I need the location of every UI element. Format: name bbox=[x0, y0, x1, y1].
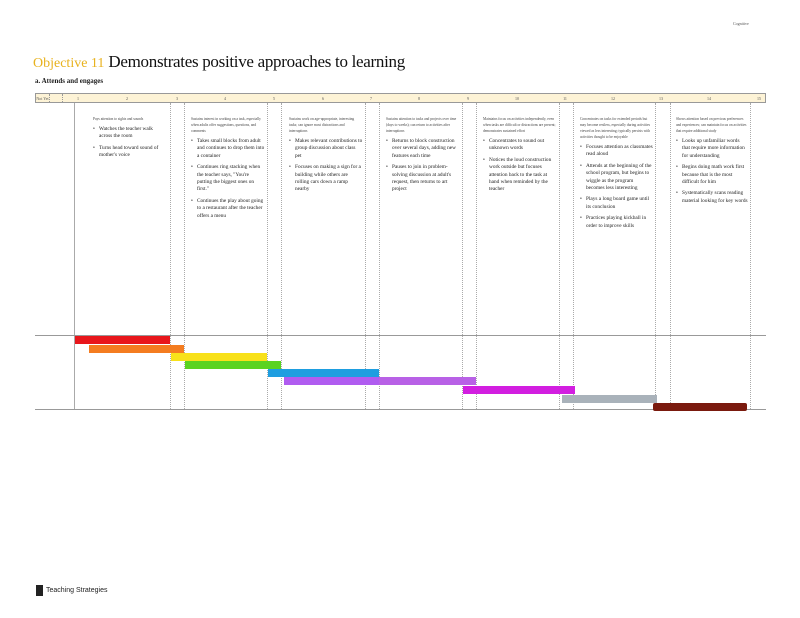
color-band-yellow bbox=[171, 353, 267, 361]
indicator-column-8 bbox=[386, 116, 460, 198]
example-list bbox=[580, 144, 653, 230]
header-level-11: 11 bbox=[563, 96, 567, 101]
header-level-8: 8 bbox=[418, 96, 420, 101]
color-band-blue bbox=[268, 369, 379, 377]
header-level-12: 12 bbox=[611, 96, 615, 101]
indicator-description: Pays attention to sights and sounds bbox=[93, 117, 144, 121]
logo-mark-icon bbox=[36, 585, 43, 596]
color-band-magenta bbox=[463, 386, 575, 394]
example-list bbox=[289, 138, 363, 194]
indicator-column-4 bbox=[191, 116, 265, 224]
header-blank bbox=[49, 94, 62, 102]
grid-line bbox=[365, 103, 366, 409]
example-item: • Attends at the beginning of the school program, but begins to wiggle as the program becomes less interesting bbox=[580, 163, 653, 193]
grid-line bbox=[573, 103, 574, 409]
color-band-light-purple bbox=[379, 377, 476, 385]
header-level-5: 5 bbox=[273, 96, 275, 101]
grid-line bbox=[476, 103, 477, 409]
header-level-15: 15 bbox=[757, 96, 761, 101]
header-level-9: 9 bbox=[467, 96, 469, 101]
header-level-4: 4 bbox=[224, 96, 226, 101]
indicator-column-6 bbox=[289, 116, 363, 198]
color-band-green bbox=[185, 361, 281, 369]
logo-text: Teaching Strategies bbox=[46, 586, 108, 594]
dimension-subtitle: a. Attends and engages bbox=[35, 77, 104, 85]
color-band-purple bbox=[284, 377, 379, 385]
grid-line bbox=[170, 103, 171, 409]
example-item: • Focuses attention as classmates read aloud bbox=[580, 144, 653, 159]
example-list bbox=[191, 138, 265, 220]
example-item: • Continues ring stacking when the teacher says, "You're putting the biggest ones on first." bbox=[191, 164, 265, 194]
indicator-column-14 bbox=[676, 116, 748, 209]
example-list bbox=[676, 138, 748, 205]
grid-line bbox=[655, 103, 656, 409]
indicator-description: Maintains focus on activities independently, even when tasks are difficult or distractions are present; demonstrates sustained effort bbox=[483, 117, 556, 133]
header-level-6: 6 bbox=[322, 96, 324, 101]
grid-line bbox=[74, 103, 75, 409]
example-item: • Focuses on making a sign for a building while others are rolling cars down a ramp nearby bbox=[289, 164, 363, 194]
grid-line bbox=[559, 103, 560, 409]
example-item: • Begins doing math work first because that is the most difficult for him bbox=[676, 164, 748, 186]
example-item: • Pauses to join in problem-solving discussion at adult's request, then returns to art project bbox=[386, 164, 460, 194]
header-separator bbox=[49, 94, 50, 102]
objective-title: Demonstrates positive approaches to learning bbox=[108, 52, 405, 71]
publisher-logo bbox=[36, 584, 107, 596]
objective-heading bbox=[33, 52, 405, 72]
example-item: • Looks up unfamiliar words that require more information for understanding bbox=[676, 138, 748, 160]
example-item: • Plays a long board game until its conclusion bbox=[580, 196, 653, 211]
header-level-14: 14 bbox=[707, 96, 711, 101]
indicator-description: Shows attention based on previous preferences and experiences; can maintain focus on activities that require additional study bbox=[676, 117, 747, 133]
header-level-13: 13 bbox=[659, 96, 663, 101]
color-band-maroon bbox=[653, 403, 747, 411]
progression-header bbox=[35, 93, 766, 103]
indicator-description: Concentrates on tasks for extended periods but may become restless, especially during activities viewed as less interesting; typically persists with activities thought to be enjoyable bbox=[580, 117, 651, 139]
grid-line bbox=[750, 103, 751, 409]
example-list bbox=[483, 138, 557, 194]
header-level-10: 10 bbox=[515, 96, 519, 101]
header-level-2: 2 bbox=[126, 96, 128, 101]
example-item: • Returns to block construction over several days, adding new features each time bbox=[386, 138, 460, 160]
example-item: • Makes relevant contributions to group discussion about class pet bbox=[289, 138, 363, 160]
header-level-1: 1 bbox=[77, 96, 79, 101]
example-list bbox=[386, 138, 460, 194]
header-separator bbox=[62, 94, 63, 102]
color-band-orange bbox=[89, 345, 184, 353]
example-item: • Systematically scans reading material looking for key words bbox=[676, 190, 748, 205]
example-item: • Watches the teacher walk across the room bbox=[93, 126, 167, 141]
header-not-yet: Not Yet bbox=[36, 96, 49, 101]
corner-label: Cognitive bbox=[733, 21, 749, 26]
indicator-column-10 bbox=[483, 116, 557, 198]
indicator-description: Sustains interest in working on a task, especially when adults offer suggestions, questions, and comments bbox=[191, 117, 261, 133]
example-item: • Takes small blocks from adult and continues to drop them into a container bbox=[191, 138, 265, 160]
grid-line bbox=[379, 103, 380, 409]
example-item: • Turns head toward sound of mother's voice bbox=[93, 145, 167, 160]
example-item: • Continues the play about going to a restaurant after the teacher offers a menu bbox=[191, 198, 265, 220]
header-level-3: 3 bbox=[176, 96, 178, 101]
objective-number: Objective 11 bbox=[33, 56, 105, 71]
grid-line bbox=[281, 103, 282, 409]
color-band-red bbox=[75, 336, 170, 344]
color-band-gray bbox=[562, 395, 657, 403]
grid-line bbox=[462, 103, 463, 409]
example-item: • Notices the loud construction work outside but focuses attention back to the task at hand when reminded by the teacher bbox=[483, 157, 557, 194]
header-level-7: 7 bbox=[370, 96, 372, 101]
indicator-description: Sustains attention to tasks and projects over time (days to weeks); can return to activities after interruptions bbox=[386, 117, 457, 133]
example-list bbox=[93, 126, 167, 160]
grid-line bbox=[670, 103, 671, 409]
indicator-column-12 bbox=[580, 116, 653, 234]
indicator-column-2 bbox=[93, 116, 167, 164]
example-item: • Concentrates to sound out unknown words bbox=[483, 138, 557, 153]
indicator-description: Sustains work on age-appropriate, interesting tasks; can ignore most distractions and interruptions bbox=[289, 117, 355, 133]
example-item: • Practices playing kickball in order to improve skills bbox=[580, 215, 653, 230]
